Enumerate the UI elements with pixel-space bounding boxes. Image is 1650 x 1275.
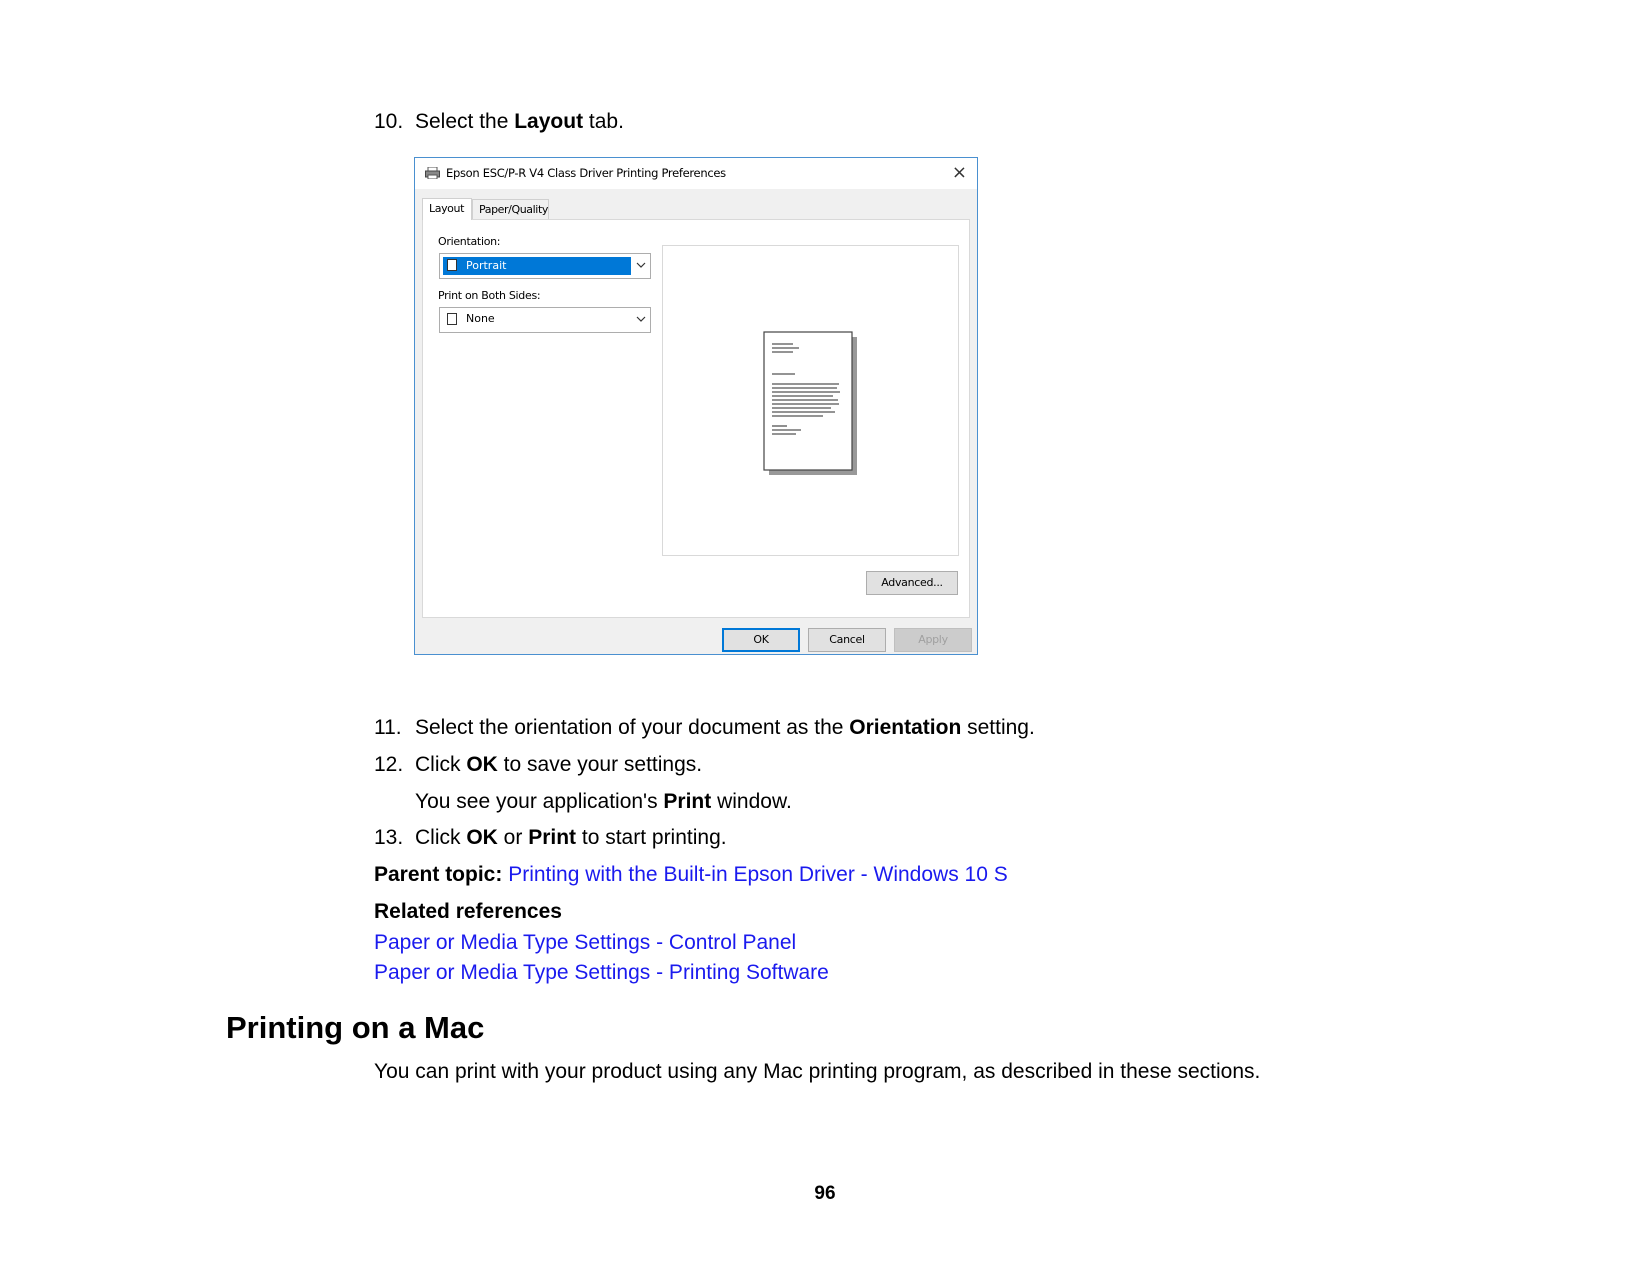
portrait-icon bbox=[447, 259, 457, 271]
parent-topic-link[interactable]: Printing with the Built-in Epson Driver - Windows 10 S bbox=[508, 863, 1008, 886]
related-link[interactable]: Paper or Media Type Settings - Control Panel bbox=[374, 931, 797, 954]
page-preview-icon bbox=[663, 246, 960, 557]
step-number: 13. bbox=[374, 826, 404, 849]
step-text: Click bbox=[415, 753, 467, 776]
orientation-selected bbox=[443, 257, 631, 275]
step-bold: OK bbox=[466, 753, 498, 776]
related-references-heading: Related references bbox=[374, 900, 562, 923]
orientation-value: Portrait bbox=[466, 259, 507, 272]
advanced-button[interactable]: Advanced... bbox=[866, 571, 958, 595]
step-bold-print: Print bbox=[528, 826, 577, 849]
note-text-end: window. bbox=[711, 790, 792, 813]
section-intro: You can print with your product using any Mac printing program, as described in these sections. bbox=[374, 1060, 1261, 1083]
parent-topic bbox=[374, 862, 1008, 888]
related-link-printing-software bbox=[374, 960, 829, 986]
step-10 bbox=[374, 109, 624, 135]
step-text: Select the orientation of your document as the bbox=[415, 716, 850, 739]
step-bold-ok: OK bbox=[466, 826, 498, 849]
printer-icon bbox=[425, 167, 440, 179]
note-bold: Print bbox=[663, 790, 712, 813]
orientation-label: Orientation: bbox=[438, 235, 501, 248]
tab-layout[interactable]: Layout bbox=[422, 198, 472, 220]
step-12-note bbox=[415, 789, 792, 815]
step-number: 12. bbox=[374, 753, 404, 776]
step-13 bbox=[374, 825, 727, 851]
related-link-control-panel bbox=[374, 930, 796, 956]
step-text-end: tab. bbox=[583, 110, 624, 133]
step-text-end: setting. bbox=[961, 716, 1035, 739]
duplex-label: Print on Both Sides: bbox=[438, 289, 541, 302]
step-text-end: to start printing. bbox=[576, 826, 727, 849]
parent-topic-label: Parent topic: bbox=[374, 863, 503, 886]
step-text: Select the bbox=[415, 110, 515, 133]
duplex-select[interactable] bbox=[439, 307, 651, 333]
close-icon[interactable]: × bbox=[951, 162, 967, 183]
duplex-value: None bbox=[466, 312, 495, 325]
dialog-titlebar bbox=[415, 158, 977, 189]
cancel-button[interactable]: Cancel bbox=[808, 628, 886, 652]
orientation-select[interactable] bbox=[439, 253, 651, 279]
chevron-down-icon bbox=[636, 259, 646, 271]
dialog-title: Epson ESC/P-R V4 Class Driver Printing Preferences bbox=[446, 166, 726, 180]
layout-panel bbox=[422, 219, 970, 618]
apply-button: Apply bbox=[894, 628, 972, 652]
ok-button[interactable]: OK bbox=[722, 628, 800, 652]
note-text: You see your application's bbox=[415, 790, 664, 813]
step-text: Click bbox=[415, 826, 467, 849]
step-number: 11. bbox=[374, 716, 402, 739]
step-bold: Layout bbox=[514, 110, 584, 133]
step-bold: Orientation bbox=[849, 716, 962, 739]
layout-preview bbox=[662, 245, 959, 556]
section-heading: Printing on a Mac bbox=[226, 1010, 485, 1045]
step-12 bbox=[374, 752, 702, 778]
chevron-down-icon bbox=[636, 313, 646, 325]
related-link[interactable]: Paper or Media Type Settings - Printing Software bbox=[374, 961, 829, 984]
page-icon bbox=[447, 313, 457, 325]
step-text-end: to save your settings. bbox=[497, 753, 703, 776]
step-text-mid: or bbox=[497, 826, 529, 849]
tab-paper-quality[interactable]: Paper/Quality bbox=[472, 199, 549, 220]
printing-preferences-dialog bbox=[414, 157, 978, 655]
step-number: 10. bbox=[374, 110, 404, 133]
step-11 bbox=[374, 715, 1035, 741]
page-number: 96 bbox=[814, 1183, 836, 1204]
